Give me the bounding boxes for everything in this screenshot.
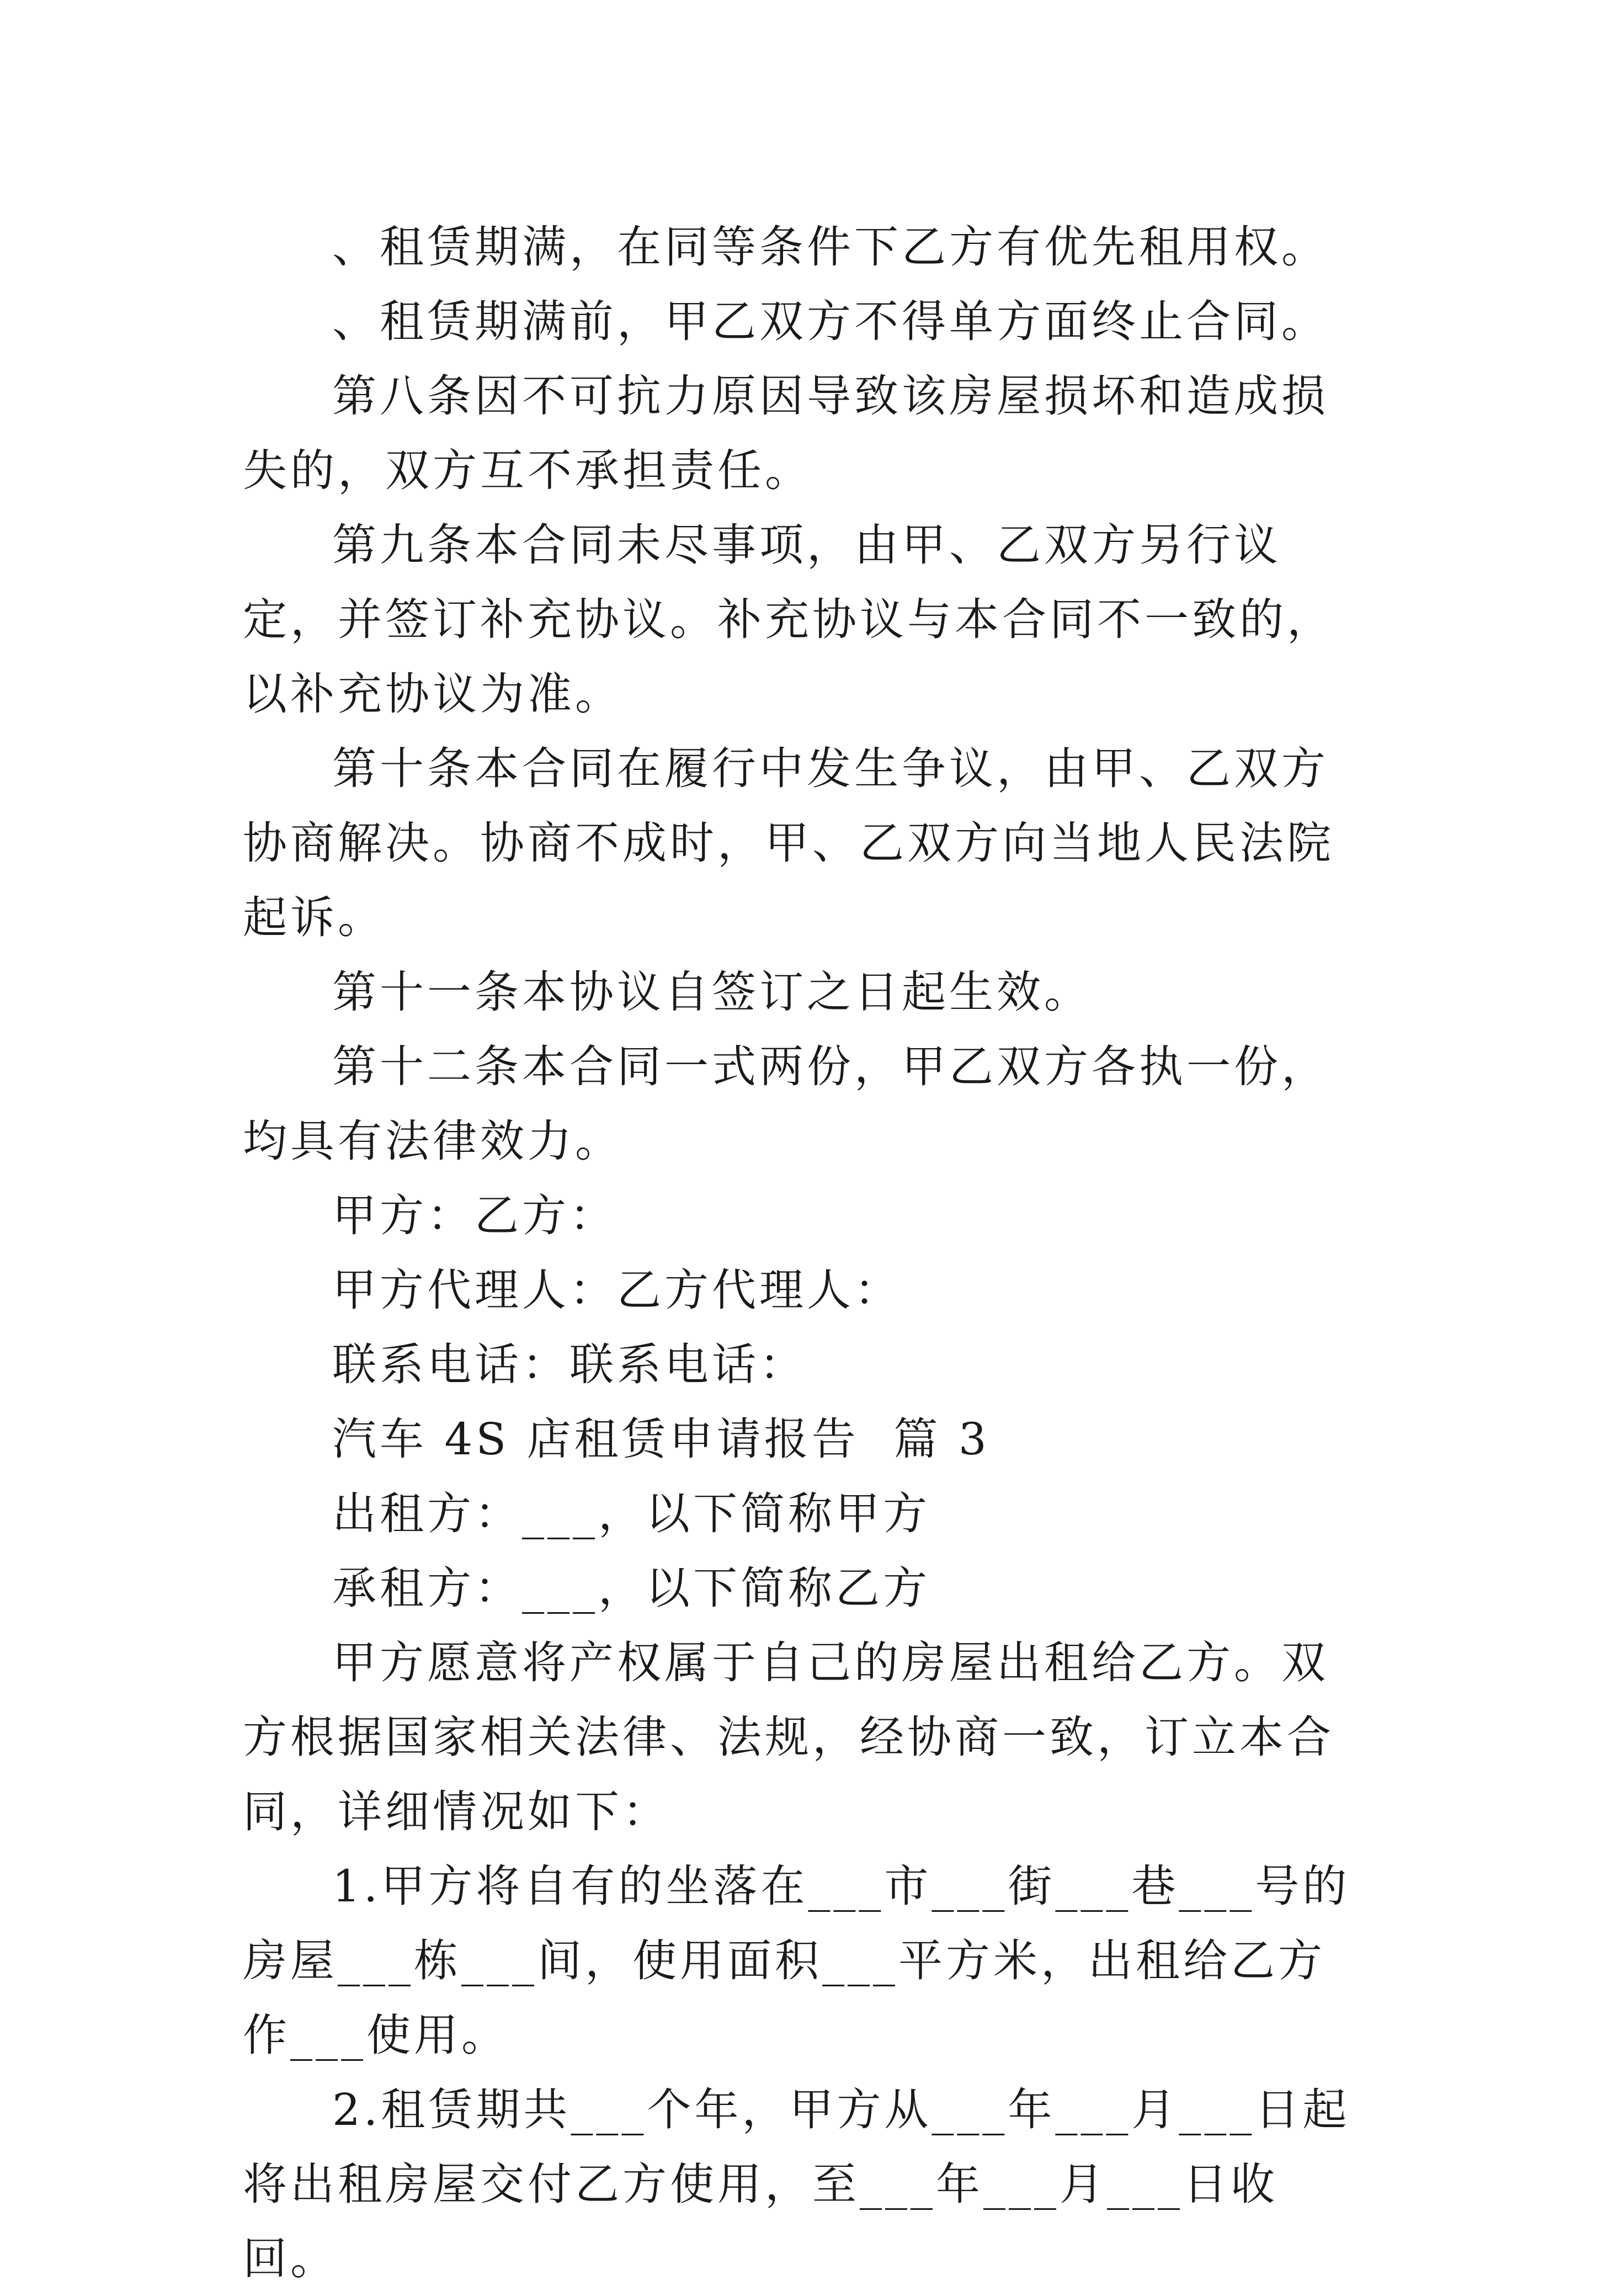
lessee-line: 承租方：___，以下简称乙方 bbox=[332, 1562, 930, 1614]
article-8: 第八条因不可抗力原因导致该房屋损坏和造成损失的，双方互不承担责任。 bbox=[243, 370, 1329, 496]
lessor-line: 出租方：___，以下简称甲方 bbox=[332, 1488, 930, 1539]
article-12: 第十二条本合同一式两份，甲乙双方各执一份，均具有法律效力。 bbox=[243, 1041, 1329, 1167]
item-1: 1.甲方将自有的坐落在___市___街___巷___号的房屋___栋___间，使用面积___平方米，出租给乙方作___使用。 bbox=[243, 1861, 1350, 2061]
article-10: 第十条本合同在履行中发生争议，由甲、乙双方协商解决。协商不成时，甲、乙双方向当地人民法院起诉。 bbox=[243, 743, 1334, 943]
clause-priority-lease: 、租赁期满，在同等条件下乙方有优先租用权。 bbox=[332, 221, 1329, 273]
signature-phones: 联系电话：联系电话： bbox=[332, 1339, 807, 1390]
item-2: 2.租赁期共___个年，甲方从___年___月___日起将出租房屋交付乙方使用，至___年___月___日收回。 bbox=[243, 2084, 1350, 2284]
article-9: 第九条本合同未尽事项，由甲、乙双方另行议定，并签订补充协议。补充协议与本合同不一致的，以补充协议为准。 bbox=[243, 519, 1334, 720]
signature-parties: 甲方：乙方： bbox=[332, 1190, 617, 1241]
section-heading: 汽车 4S 店租赁申请报告 篇 3 bbox=[332, 1413, 990, 1465]
intro-paragraph: 甲方愿意将产权属于自己的房屋出租给乙方。双方根据国家相关法律、法规，经协商一致，订立本合同，详细情况如下： bbox=[243, 1637, 1334, 1837]
article-11: 第十一条本协议自签订之日起生效。 bbox=[332, 966, 1092, 1018]
clause-no-termination: 、租赁期满前，甲乙双方不得单方面终止合同。 bbox=[332, 296, 1329, 347]
document-body bbox=[243, 210, 1358, 2296]
signature-agents: 甲方代理人：乙方代理人： bbox=[332, 1264, 902, 1316]
